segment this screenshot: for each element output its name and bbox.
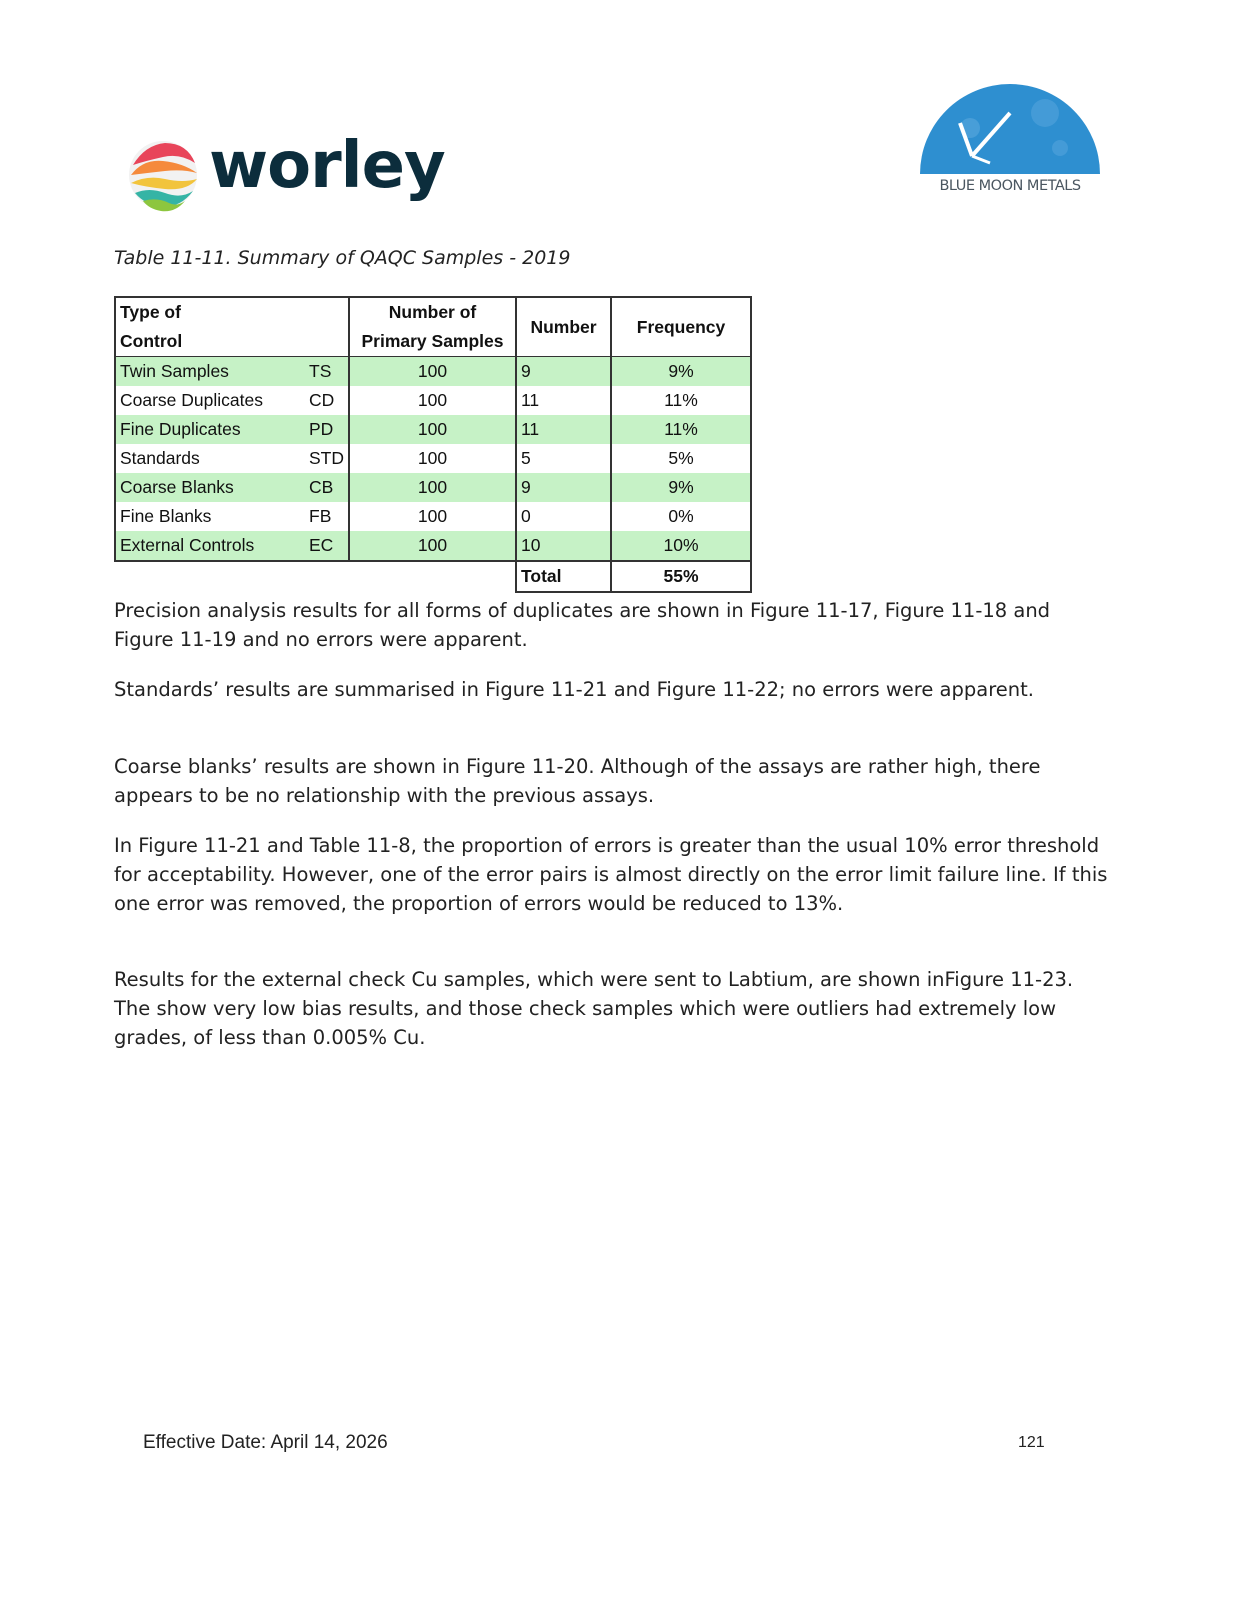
table-caption: Table 11-11. Summary of QAQC Samples - 2019 xyxy=(114,247,571,269)
blue-moon-metals-logo xyxy=(910,78,1110,203)
paragraph-coarse-blanks: Coarse blanks’ results are shown in Figure 11-20. Although of the assays are rather high, there appears to be no relationship with the previous assays. xyxy=(114,755,1041,807)
paragraph-standards: Standards’ results are summarised in Figure 11-21 and Figure 11-22; no errors were apparent. xyxy=(114,678,1035,701)
footer-page-number: 121 xyxy=(1018,1434,1045,1451)
cell-primary: 100 xyxy=(349,444,516,473)
header-type-line2: Control xyxy=(120,331,183,351)
total-label: Total xyxy=(516,561,611,592)
paragraph-external-check: Results for the external check Cu samples, which were sent to Labtium, are shown inFigure 11-23. The show very low bias results, and those check samples which were outliers had extremely low grades, of less than 0.005% Cu. xyxy=(114,968,1074,1049)
table-row xyxy=(115,357,751,387)
footer-effective-date: Effective Date: April 14, 2026 xyxy=(143,1432,388,1453)
cell-number: 9 xyxy=(516,473,611,502)
cell-type: Standards xyxy=(115,444,307,473)
worley-globe-icon xyxy=(125,135,205,215)
cell-primary: 100 xyxy=(349,386,516,415)
cell-frequency: 11% xyxy=(611,415,751,444)
header-primary-line1: Number of xyxy=(388,302,477,322)
worley-logo xyxy=(125,129,445,215)
cell-number: 11 xyxy=(516,415,611,444)
worley-wordmark: worley xyxy=(209,129,445,203)
cell-type: Fine Blanks xyxy=(115,502,307,531)
table-row xyxy=(115,502,751,531)
table-row xyxy=(115,386,751,415)
cell-frequency: 9% xyxy=(611,473,751,502)
header-primary-samples xyxy=(349,297,516,357)
cell-type: Fine Duplicates xyxy=(115,415,307,444)
table-row xyxy=(115,444,751,473)
qaqc-summary-table xyxy=(114,296,752,593)
cell-type: Coarse Duplicates xyxy=(115,386,307,415)
total-spacer xyxy=(115,561,516,592)
cell-primary: 100 xyxy=(349,473,516,502)
table-total-row xyxy=(115,561,751,592)
paragraph-precision: Precision analysis results for all forms of duplicates are shown in Figure 11-17, Figure 11-18 and Figure 11-19 and no errors were apparent. xyxy=(114,599,1051,651)
table-row xyxy=(115,415,751,444)
cell-frequency: 5% xyxy=(611,444,751,473)
paragraph-error-proportion: In Figure 11-21 and Table 11-8, the proportion of errors is greater than the usual 10% error threshold for acceptability. However, one of the error pairs is almost directly on the error limit failure line. If this one error was removed, the proportion of errors would be reduced to 13%. xyxy=(114,834,1108,915)
cell-frequency: 10% xyxy=(611,531,751,561)
cell-primary: 100 xyxy=(349,531,516,561)
cell-number: 10 xyxy=(516,531,611,561)
cell-frequency: 0% xyxy=(611,502,751,531)
cell-primary: 100 xyxy=(349,415,516,444)
cell-number: 0 xyxy=(516,502,611,531)
header-frequency: Frequency xyxy=(611,297,751,357)
table-row xyxy=(115,531,751,561)
cell-frequency: 9% xyxy=(611,357,751,387)
cell-code: CB xyxy=(307,473,349,502)
cell-number: 5 xyxy=(516,444,611,473)
cell-number: 9 xyxy=(516,357,611,387)
cell-code: PD xyxy=(307,415,349,444)
cell-type: External Controls xyxy=(115,531,307,561)
cell-code: EC xyxy=(307,531,349,561)
cell-code: CD xyxy=(307,386,349,415)
cell-code: STD xyxy=(307,444,349,473)
cell-code: TS xyxy=(307,357,349,387)
total-value: 55% xyxy=(611,561,751,592)
cell-number: 11 xyxy=(516,386,611,415)
cell-primary: 100 xyxy=(349,357,516,387)
header-type-line1: Type of xyxy=(120,302,181,322)
header-primary-line2: Primary Samples xyxy=(361,331,504,351)
cell-type: Coarse Blanks xyxy=(115,473,307,502)
blue-moon-metals-wordmark: BLUE MOON METALS xyxy=(939,178,1081,194)
header-type-of-control xyxy=(115,297,349,357)
cell-frequency: 11% xyxy=(611,386,751,415)
table-header-row xyxy=(115,297,751,357)
header-number: Number xyxy=(516,297,611,357)
cell-primary: 100 xyxy=(349,502,516,531)
cell-type: Twin Samples xyxy=(115,357,307,387)
moon-clock-icon xyxy=(910,78,1110,178)
cell-code: FB xyxy=(307,502,349,531)
table-row xyxy=(115,473,751,502)
